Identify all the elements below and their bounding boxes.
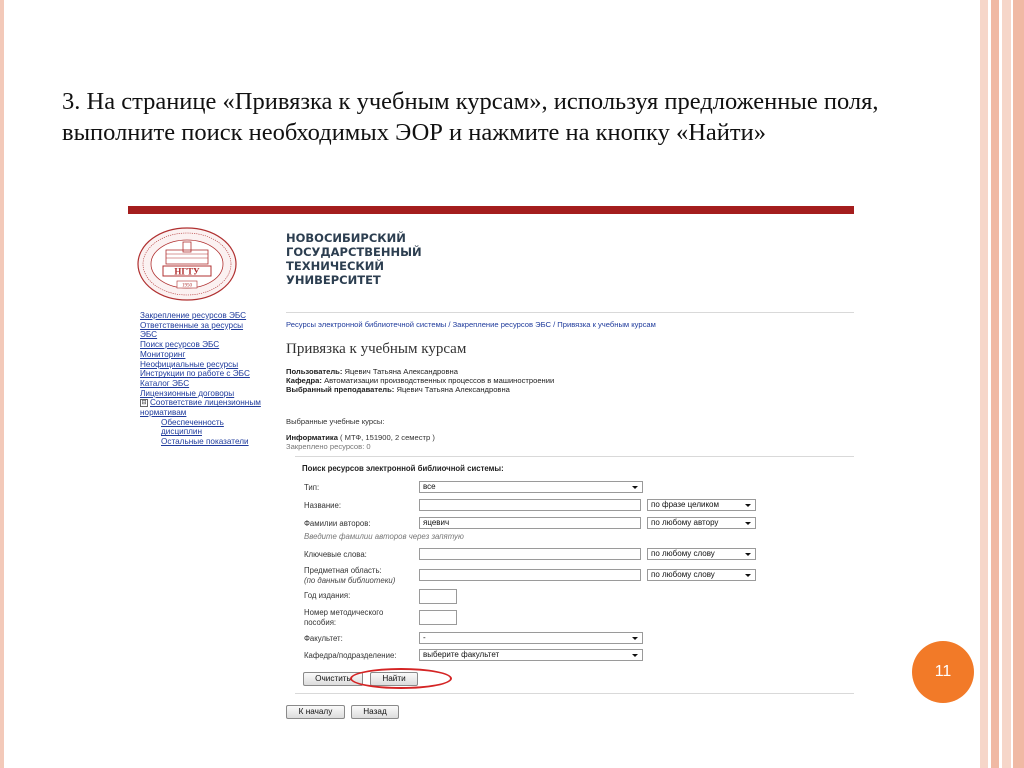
- sidebar-item-responsible-cont[interactable]: ЭБС: [140, 330, 158, 340]
- sidebar-item-compliance-cont[interactable]: нормативам: [140, 408, 187, 418]
- embedded-screenshot: [128, 204, 854, 734]
- divider: [286, 312, 854, 313]
- breadcrumb[interactable]: Ресурсы электронной библиотечной системы / Закрепление ресурсов ЭБС / Привязка к учебным курсам: [286, 320, 656, 329]
- subject-label: Предметная область: (по данным библиотеки): [304, 566, 396, 585]
- clear-button[interactable]: Очистить: [303, 672, 363, 686]
- search-panel: [295, 456, 854, 694]
- manual-number-label: Номер методического пособия:: [304, 608, 384, 627]
- svg-text:1950: 1950: [182, 283, 192, 289]
- type-label: Тип:: [304, 483, 320, 492]
- title-input[interactable]: [419, 499, 641, 511]
- keywords-input[interactable]: [419, 548, 641, 560]
- frame-stripe: [1002, 0, 1011, 768]
- sidebar-item-instructions[interactable]: Инструкции по работе с ЭБС: [140, 369, 250, 379]
- keywords-label: Ключевые слова:: [304, 550, 367, 559]
- find-button-highlight: [350, 668, 452, 689]
- authors-input[interactable]: яцевич: [419, 517, 641, 529]
- authors-hint: Введите фамилии авторов через запятую: [304, 532, 464, 541]
- find-button[interactable]: Найти: [370, 672, 418, 686]
- sidebar-subitem-other[interactable]: Остальные показатели: [161, 437, 249, 447]
- faculty-label: Факультет:: [304, 634, 343, 643]
- manual-number-input[interactable]: [419, 610, 457, 625]
- sidebar-item-responsible[interactable]: Ответственные за ресурсы: [140, 320, 244, 330]
- page-number-badge: 11: [912, 641, 974, 703]
- year-input[interactable]: [419, 589, 457, 604]
- sidebar-item-unofficial[interactable]: Неофициальные ресурсы: [140, 359, 239, 369]
- to-start-button[interactable]: К началу: [286, 705, 345, 719]
- user-info: Пользователь: Яцевич Татьяна Александровна Кафедра: Автоматизации производственных процессов в машиностроении Выбранный преподаватель: Яцевич Татьяна Александровна: [286, 367, 555, 394]
- sidebar-item-contracts[interactable]: Лицензионные договоры: [140, 388, 235, 398]
- sidebar-item-compliance[interactable]: ⊟ Соответствие лицензионным: [141, 398, 261, 408]
- sidebar-nav: [140, 311, 280, 447]
- title-match-select[interactable]: по фразе целиком: [647, 499, 756, 511]
- frame-stripe: [1013, 0, 1024, 768]
- sidebar-item-search[interactable]: Поиск ресурсов ЭБС: [140, 340, 220, 350]
- site-top-bar: [128, 206, 854, 214]
- back-button[interactable]: Назад: [351, 705, 399, 719]
- frame-stripe: [991, 0, 999, 768]
- subject-input[interactable]: [419, 569, 641, 581]
- university-seal-logo: [136, 226, 238, 302]
- page-title: Привязка к учебным курсам: [286, 341, 467, 357]
- slide-instruction: 3. На странице «Привязка к учебным курсам», используя предложенные поля, выполните поиск необходимых ЭОР и нажмите на кнопку «Найти»: [62, 88, 879, 146]
- keywords-match-select[interactable]: по любому слову: [647, 548, 756, 560]
- sidebar-item-monitoring[interactable]: Мониторинг: [140, 349, 186, 359]
- type-select[interactable]: все: [419, 481, 643, 493]
- selected-courses-label: Выбранные учебные курсы:: [286, 417, 385, 426]
- selected-course: Информатика ( МТФ, 151900, 2 семестр ) Закреплено ресурсов: 0: [286, 433, 435, 451]
- frame-stripe: [980, 0, 988, 768]
- sidebar-item-closure[interactable]: Закрепление ресурсов ЭБС: [140, 311, 247, 320]
- sidebar-item-catalog[interactable]: Каталог ЭБС: [140, 378, 190, 388]
- chair-select[interactable]: выберите факультет: [419, 649, 643, 661]
- year-label: Год издания:: [304, 591, 351, 600]
- title-label: Название:: [304, 501, 342, 510]
- subject-match-select[interactable]: по любому слову: [647, 569, 756, 581]
- svg-text:НГТУ: НГТУ: [174, 266, 200, 277]
- search-panel-title: Поиск ресурсов электронной библиочной системы:: [302, 464, 504, 473]
- collapse-icon[interactable]: ⊟: [141, 400, 147, 407]
- authors-match-select[interactable]: по любому автору: [647, 517, 756, 529]
- sidebar-subitem-provision-cont[interactable]: дисциплин: [161, 427, 203, 437]
- frame-stripe: [0, 0, 4, 768]
- faculty-select[interactable]: -: [419, 632, 643, 644]
- authors-label: Фамилии авторов:: [304, 519, 371, 528]
- chair-label: Кафедра/подразделение:: [304, 651, 397, 660]
- university-name: НОВОСИБИРСКИЙ ГОСУДАРСТВЕННЫЙ ТЕХНИЧЕСКИЙ УНИВЕРСИТЕТ: [286, 231, 422, 287]
- sidebar-subitem-provision[interactable]: Обеспеченность: [161, 417, 224, 427]
